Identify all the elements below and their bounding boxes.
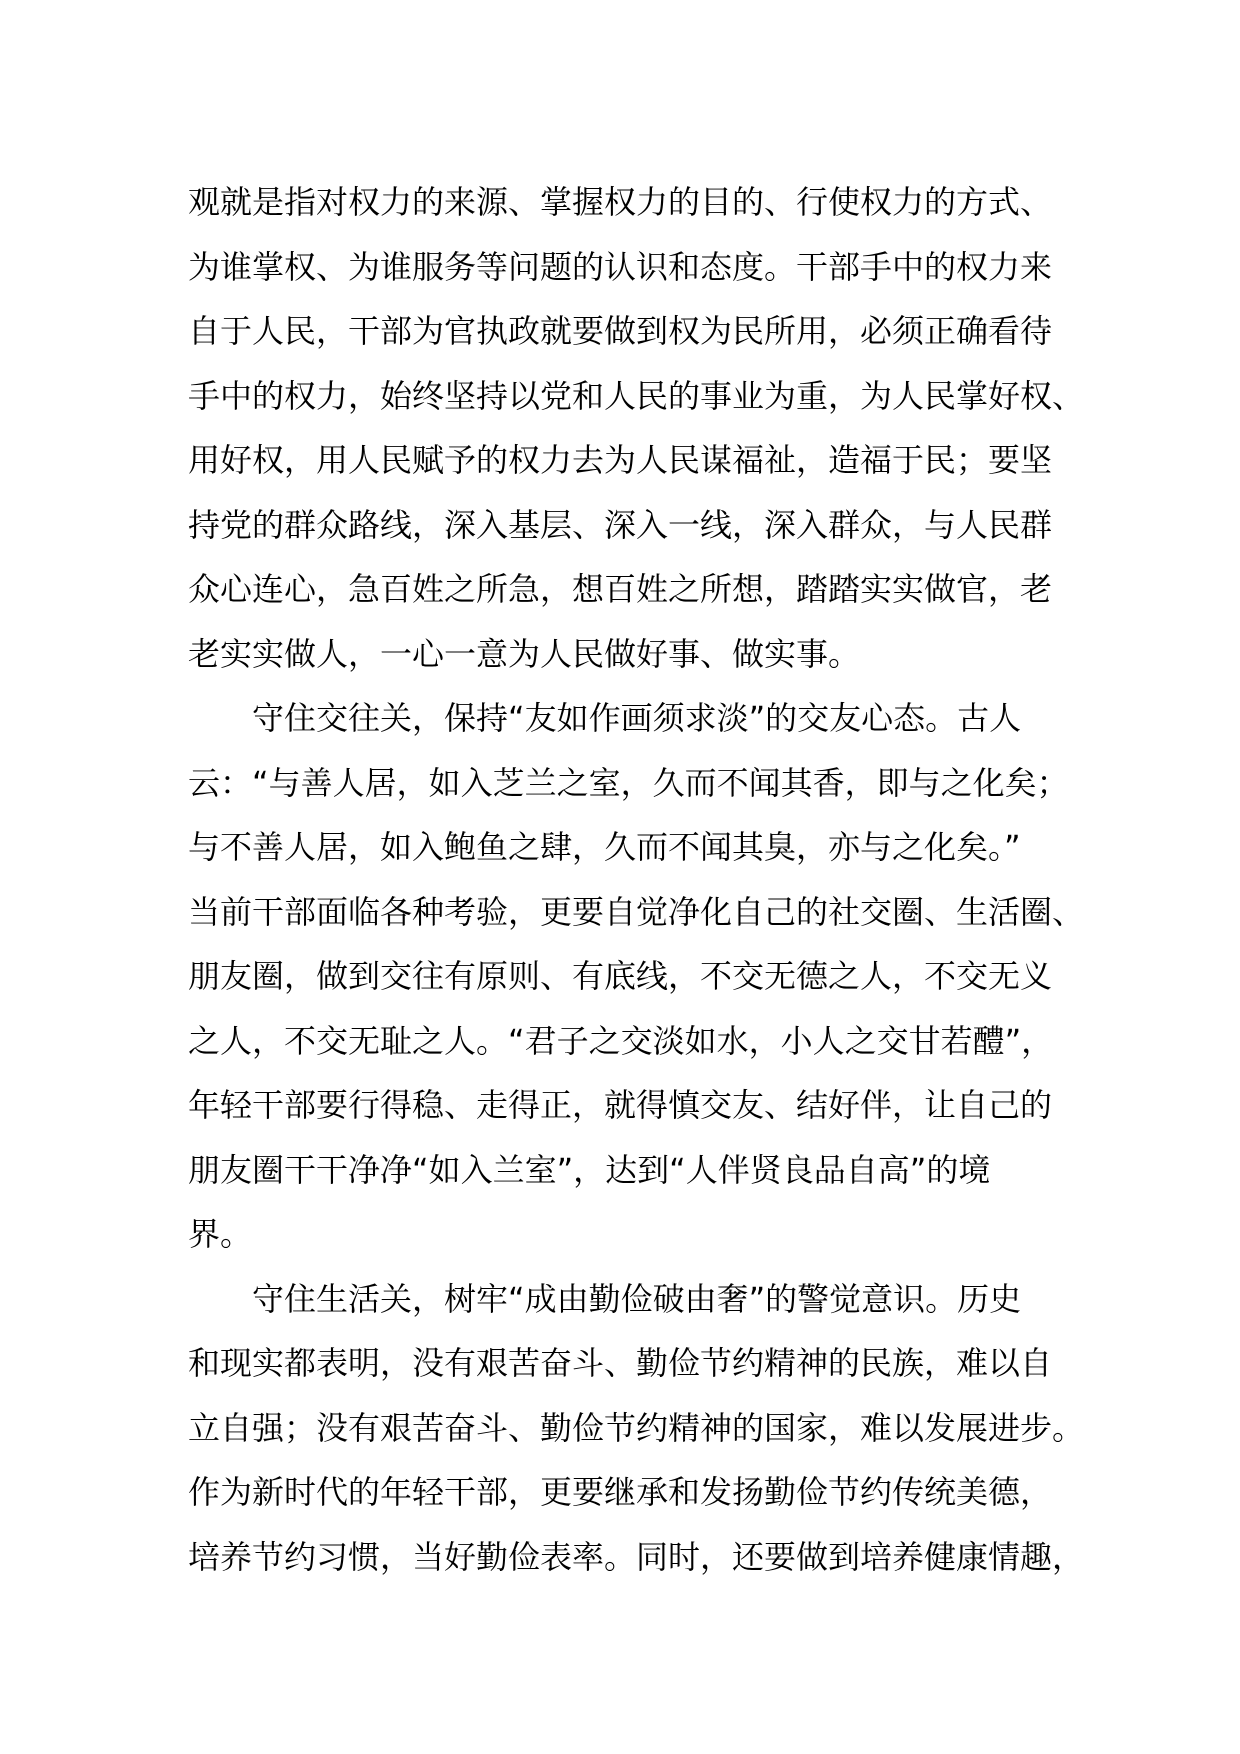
text-line: 自于人民，干部为官执政就要做到权为民所用，必须正确看待	[188, 312, 1053, 350]
body-text	[188, 170, 1088, 1589]
paragraph-start-line: 守住交往关，保持“友如作画须求淡”的交友心态。古人	[252, 699, 1022, 737]
text-line: 之人，不交无耻之人。“君子之交淡如水，小人之交甘若醴”，	[188, 1021, 1054, 1060]
text-line: 当前干部面临各种考验，更要自觉净化自己的社交圈、生活圈、	[188, 892, 1085, 931]
text-line: 为谁掌权、为谁服务等问题的认识和态度。干部手中的权力来	[188, 247, 1053, 286]
text-line: 手中的权力，始终坚持以党和人民的事业为重，为人民掌好权、	[188, 376, 1085, 415]
text-line: 培养节约习惯，当好勤俭表率。同时，还要做到培养健康情趣，	[188, 1537, 1085, 1576]
text-line: 界。	[188, 1215, 253, 1253]
text-line: 观就是指对权力的来源、掌握权力的目的、行使权力的方式、	[188, 183, 1053, 221]
text-line: 老实实做人，一心一意为人民做好事、做实事。	[188, 634, 861, 673]
text-line: 作为新时代的年轻干部，更要继承和发扬勤俭节约传统美德，	[188, 1473, 1053, 1511]
text-line: 年轻干部要行得稳、走得正，就得慎交友、结好伴，让自己的	[188, 1086, 1053, 1124]
text-line: 持党的群众路线，深入基层、深入一线，深入群众，与人民群	[188, 505, 1053, 544]
text-line: 朋友圈干干净净“如入兰室”，达到“人伴贤良品自高”的境	[188, 1150, 991, 1189]
paragraph-start-line: 守住生活关，树牢“成由勤俭破由奢”的警觉意识。历史	[252, 1279, 1022, 1318]
text-line: 朋友圈，做到交往有原则、有底线，不交无德之人，不交无义	[188, 957, 1053, 995]
text-line: 立自强；没有艰苦奋斗、勤俭节约精神的国家，难以发展进步。	[188, 1408, 1085, 1447]
text-line: 与不善人居，如入鲍鱼之肆，久而不闻其臭，亦与之化矣。”	[188, 828, 1021, 866]
text-line: 云：“与善人居，如入芝兰之室，久而不闻其香，即与之化矣；	[188, 763, 1069, 802]
text-line: 用好权，用人民赋予的权力去为人民谋福祉，造福于民；要坚	[188, 441, 1053, 479]
text-line: 众心连心，急百姓之所急，想百姓之所想，踏踏实实做官，老	[188, 570, 1053, 608]
text-line: 和现实都表明，没有艰苦奋斗、勤俭节约精神的民族，难以自	[188, 1344, 1053, 1382]
